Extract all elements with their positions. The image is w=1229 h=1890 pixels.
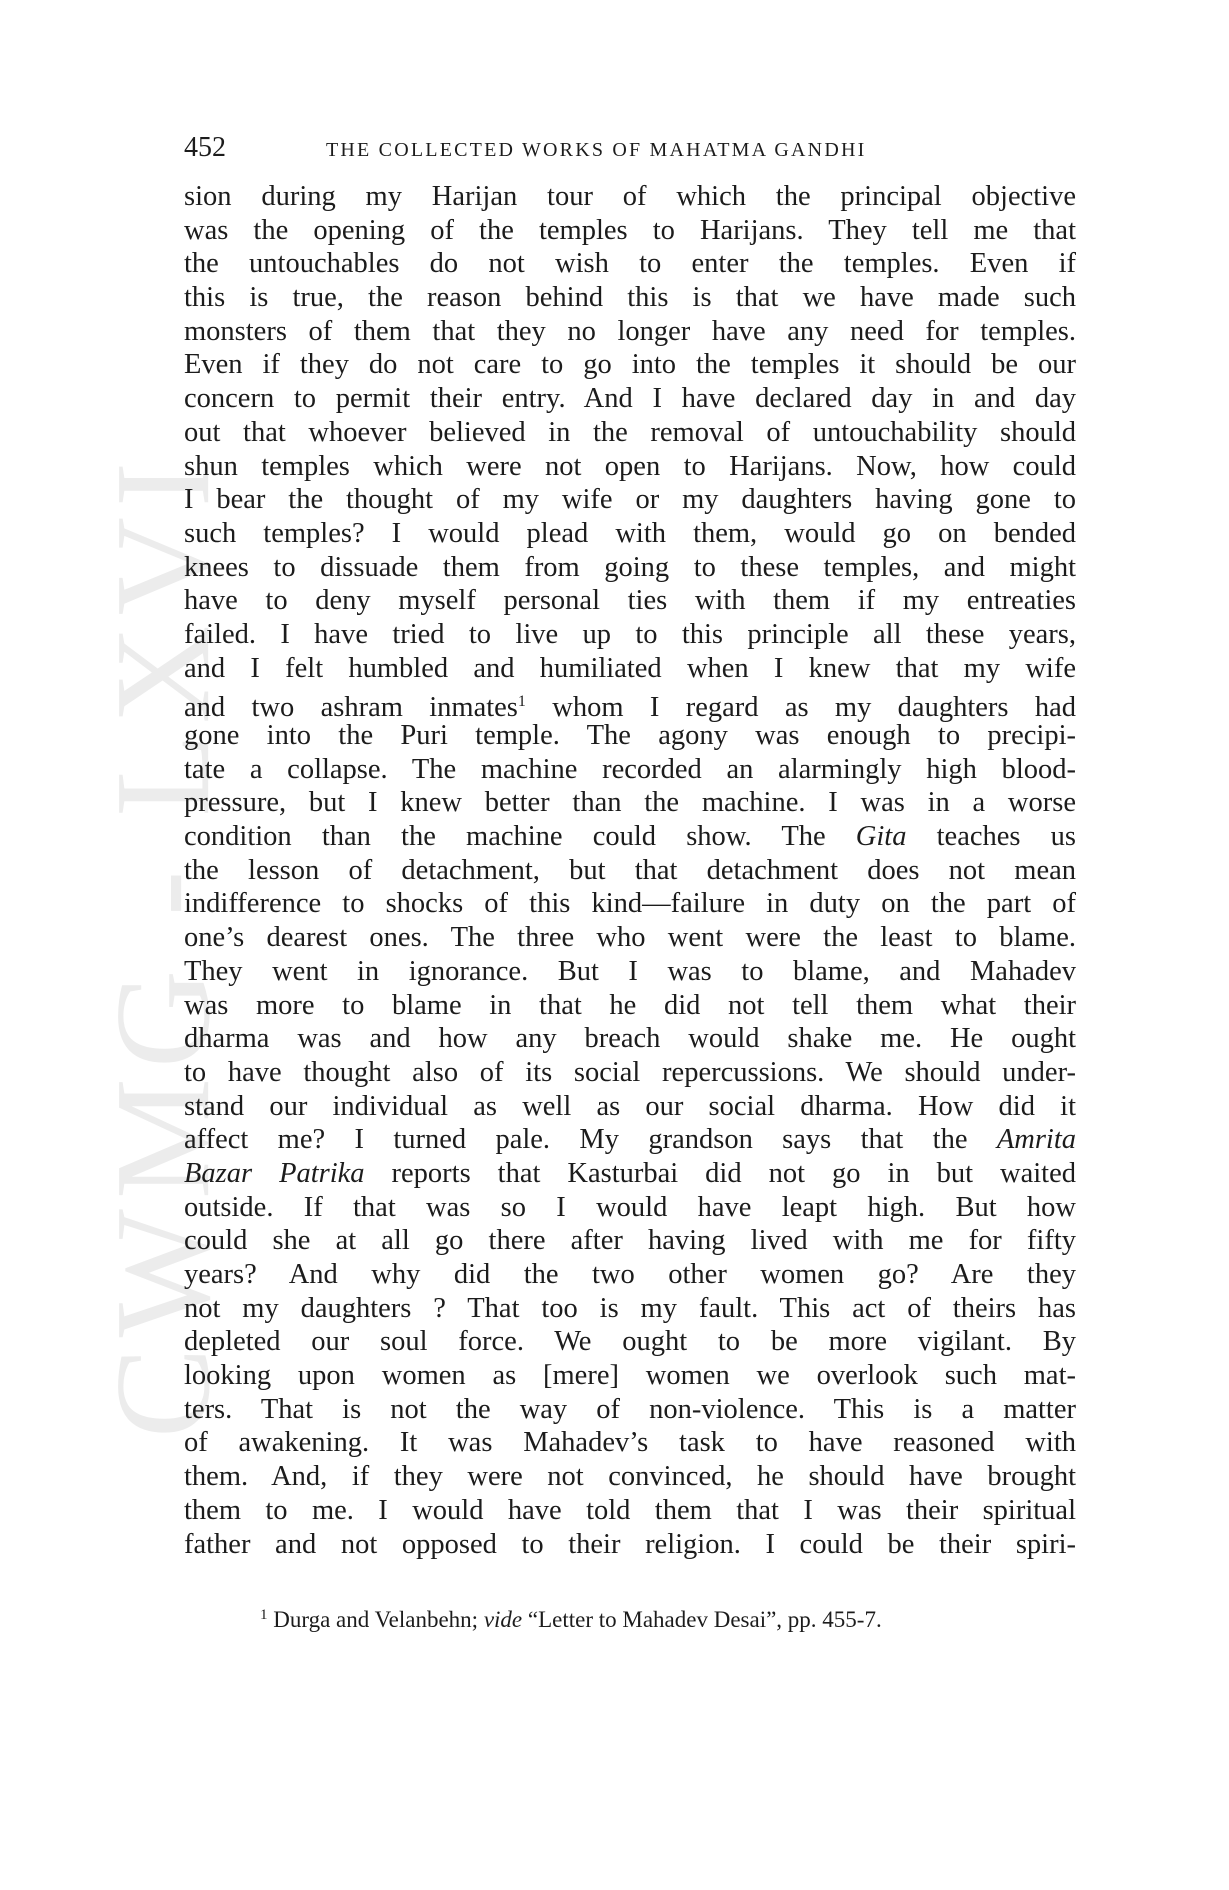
text-line: indifference to shocks of this kind—failure in duty on the part of — [184, 888, 1076, 920]
text-line: out that whoever believed in the removal of untouchability should — [184, 416, 1076, 448]
text-line: depleted our soul force. We ought to be more vigilant. By — [184, 1326, 1076, 1358]
text-line: pressure, but I knew better than the machine. I was in a worse — [184, 787, 1076, 819]
text-line: not my daughters ? That too is my fault. This act of theirs has — [184, 1292, 1076, 1324]
footnote-italic: vide — [483, 1607, 523, 1632]
text-line-with-italic — [184, 1123, 1076, 1157]
text-line: was the opening of the temples to Harijans. They tell me that — [184, 214, 1076, 246]
text-line: years? And why did the two other women go? Are they — [184, 1259, 1076, 1290]
text-line-with-italic — [184, 1157, 1076, 1191]
text-line: the lesson of detachment, but that detachment does not mean — [184, 854, 1076, 886]
text-segment: reports that Kasturbai did not go in but waited — [364, 1157, 1076, 1189]
text-line: gone into the Puri temple. The agony was enough to precipi- — [184, 720, 1076, 751]
text-line: and I felt humbled and humiliated when I knew that my wife — [184, 652, 1076, 684]
text-line: They went in ignorance. But I was to blame, and Mahadev — [184, 955, 1076, 987]
footnote-reference: 1 — [517, 693, 526, 711]
text-line: monsters of them that they no longer have any need for temples. — [184, 315, 1076, 347]
text-line: tate a collapse. The machine recorded an alarmingly high blood- — [184, 753, 1076, 785]
text-line: dharma was and how any breach would shake me. He ought — [184, 1023, 1076, 1055]
footnote-text: Durga and Velanbehn; — [267, 1607, 484, 1632]
text-line: of awakening. It was Mahadev’s task to have reasoned with — [184, 1427, 1076, 1459]
text-segment: and two ashram inmates — [184, 692, 518, 724]
text-line: looking upon women as [mere] women we overlook such mat- — [184, 1360, 1076, 1392]
text-line: shun temples which were not open to Harijans. Now, how could — [184, 450, 1076, 482]
text-line: the untouchables do not wish to enter the temples. Even if — [184, 248, 1076, 280]
running-head: THE COLLECTED WORKS OF MAHATMA GANDHI — [326, 139, 867, 161]
footnote-mark: 1 — [260, 1607, 268, 1623]
text-line: have to deny myself personal ties with them if my entreaties — [184, 585, 1076, 617]
text-line: outside. If that was so I would have leapt high. But how — [184, 1191, 1076, 1223]
italic-title: Bazar Patrika — [184, 1157, 365, 1189]
text-line: them. And, if they were not convinced, he should have brought — [184, 1461, 1076, 1493]
text-segment: affect me? I turned pale. My grandson says that the — [184, 1124, 997, 1156]
text-line: sion during my Harijan tour of which the principal objective — [184, 181, 1076, 212]
text-line: could she at all go there after having lived with me for fifty — [184, 1225, 1076, 1257]
text-line: one’s dearest ones. The three who went were the least to blame. — [184, 922, 1076, 954]
page-number: 452 — [184, 132, 226, 163]
text-line: them to me. I would have told them that I was their spiritual — [184, 1494, 1076, 1526]
watermark-text: CWMG - LXVI — [88, 451, 239, 1439]
text-segment: condition than the machine could show. The — [184, 821, 856, 853]
footnote-text: “Letter to Mahadev Desai”, pp. 455-7. — [522, 1607, 882, 1632]
text-line: knees to dissuade them from going to these temples, and might — [184, 551, 1076, 583]
text-line: concern to permit their entry. And I have declared day in and day — [184, 383, 1076, 415]
italic-title: Amrita — [996, 1124, 1076, 1156]
footnote — [260, 1598, 1080, 1637]
text-line: to have thought also of its social repercussions. We should under- — [184, 1056, 1076, 1088]
text-line-with-footnote-ref — [184, 685, 1076, 724]
text-line: ters. That is not the way of non-violence. This is a matter — [184, 1393, 1076, 1425]
text-line: stand our individual as well as our social dharma. How did it — [184, 1090, 1076, 1122]
body-text — [184, 180, 1076, 1561]
text-segment: whom I regard as my daughters had — [525, 692, 1076, 724]
text-line: such temples? I would plead with them, would go on bended — [184, 517, 1076, 549]
text-line: father and not opposed to their religion. I could be their spiri- — [184, 1528, 1076, 1560]
text-line: was more to blame in that he did not tell them what their — [184, 989, 1076, 1021]
text-line-with-italic — [184, 820, 1076, 854]
text-line: Even if they do not care to go into the temples it should be our — [184, 349, 1076, 381]
text-segment: teaches us — [906, 821, 1076, 853]
page-header — [184, 128, 1074, 168]
italic-title: Gita — [855, 821, 907, 853]
text-line: this is true, the reason behind this is that we have made such — [184, 282, 1076, 314]
text-line: I bear the thought of my wife or my daughters having gone to — [184, 484, 1076, 516]
text-line: failed. I have tried to live up to this principle all these years, — [184, 618, 1076, 650]
